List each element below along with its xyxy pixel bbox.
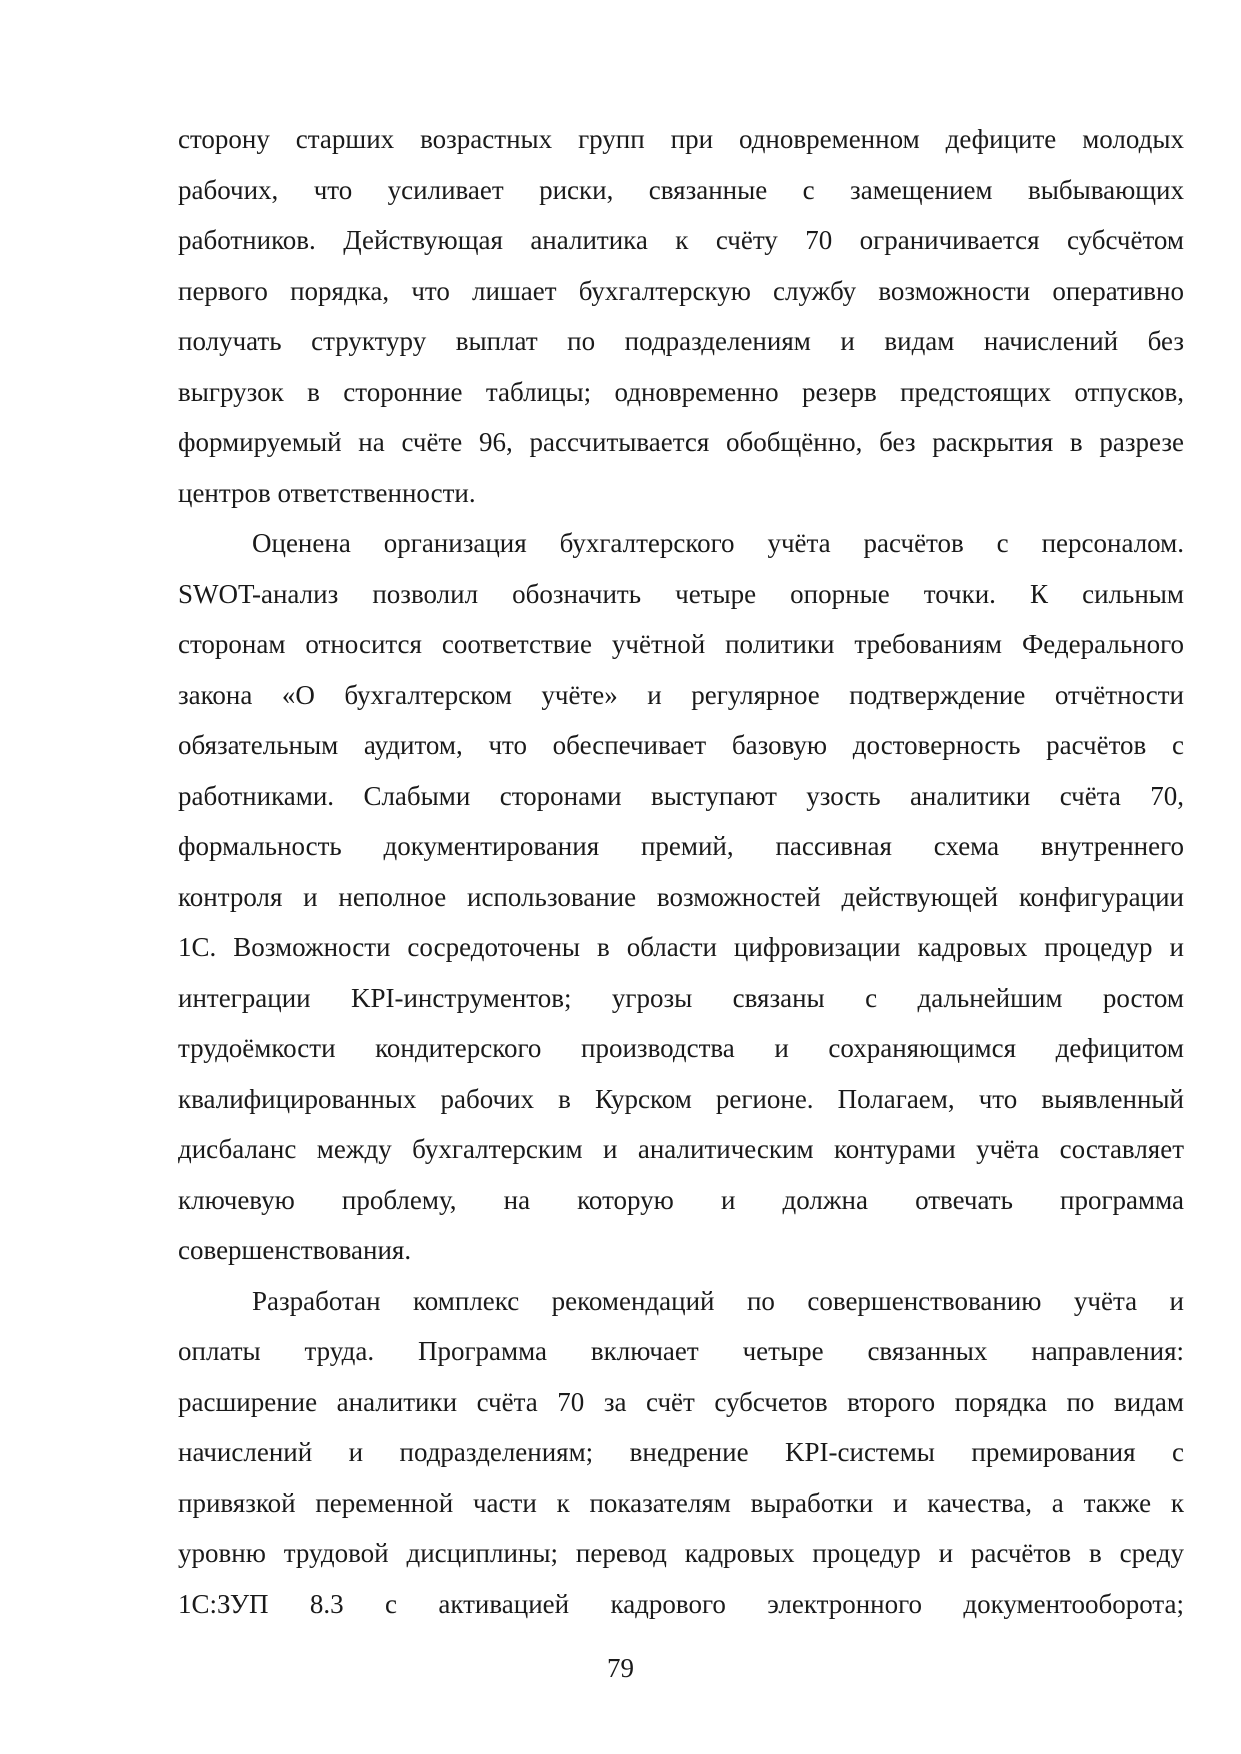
text-line: привязкой переменной части к показателям выработки и качества, а также к — [178, 1487, 1184, 1518]
text-line: закона «О бухгалтерском учёте» и регулярное подтверждение отчётности — [178, 679, 1184, 710]
text-line: совершенствования. — [178, 1235, 412, 1265]
text-line: выгрузок в сторонние таблицы; одновременно резерв предстоящих отпусков, — [178, 376, 1184, 407]
text-line: ключевую проблему, на которую и должна отвечать программа — [178, 1184, 1184, 1215]
text-line: уровню трудовой дисциплины; перевод кадровых процедур и расчётов в среду — [178, 1538, 1184, 1568]
text-line: трудоёмкости кондитерского производства и сохраняющимся дефицитом — [178, 1033, 1184, 1063]
paragraph-3 — [178, 1276, 1184, 1630]
text-line: интеграции KPI-инструментов; угрозы связаны с дальнейшим ростом — [178, 982, 1184, 1013]
page-number: 79 — [607, 1653, 634, 1683]
text-line: начислений и подразделениям; внедрение KPI-системы премирования с — [178, 1437, 1184, 1467]
text-line: 1С. Возможности сосредоточены в области цифровизации кадровых процедур и — [178, 932, 1184, 962]
text-line: обязательным аудитом, что обеспечивает базовую достоверность расчётов с — [178, 730, 1184, 760]
paragraph-1 — [178, 114, 1184, 518]
text-line: дисбаланс между бухгалтерским и аналитическим контурами учёта составляет — [178, 1134, 1184, 1164]
text-line: формируемый на счёте 96, рассчитывается обобщённо, без раскрытия в разрезе — [178, 427, 1184, 457]
document-body — [178, 114, 1184, 1629]
text-line: сторонам относится соответствие учётной политики требованиям Федерального — [178, 629, 1184, 659]
text-line: квалифицированных рабочих в Курском регионе. Полагаем, что выявленный — [178, 1083, 1184, 1114]
text-line: первого порядка, что лишает бухгалтерскую службу возможности оперативно — [178, 275, 1184, 306]
text-line: рабочих, что усиливает риски, связанные с замещением выбывающих — [178, 174, 1184, 205]
text-line: Разработан комплекс рекомендаций по совершенствованию учёта и — [252, 1285, 1184, 1316]
text-line: работников. Действующая аналитика к счёту 70 ограничивается субсчётом — [178, 225, 1184, 255]
text-line: работниками. Слабыми сторонами выступают узость аналитики счёта 70, — [178, 780, 1184, 811]
text-line: SWOT-анализ позволил обозначить четыре опорные точки. К сильным — [178, 578, 1184, 609]
text-line: контроля и неполное использование возможностей действующей конфигурации — [178, 881, 1184, 912]
text-line: оплаты труда. Программа включает четыре связанных направления: — [178, 1336, 1184, 1366]
text-line: 1С:ЗУП 8.3 с активацией кадрового электронного документооборота; — [178, 1588, 1184, 1619]
text-line: сторону старших возрастных групп при одновременном дефиците молодых — [178, 124, 1184, 154]
text-line: расширение аналитики счёта 70 за счёт субсчетов второго порядка по видам — [178, 1386, 1184, 1417]
text-line: центров ответственности. — [178, 477, 476, 508]
text-line: Оценена организация бухгалтерского учёта расчётов с персоналом. — [252, 528, 1184, 558]
text-line: получать структуру выплат по подразделениям и видам начислений без — [178, 326, 1184, 356]
text-line: формальность документирования премий, пассивная схема внутреннего — [178, 831, 1184, 861]
paragraph-2 — [178, 518, 1184, 1276]
